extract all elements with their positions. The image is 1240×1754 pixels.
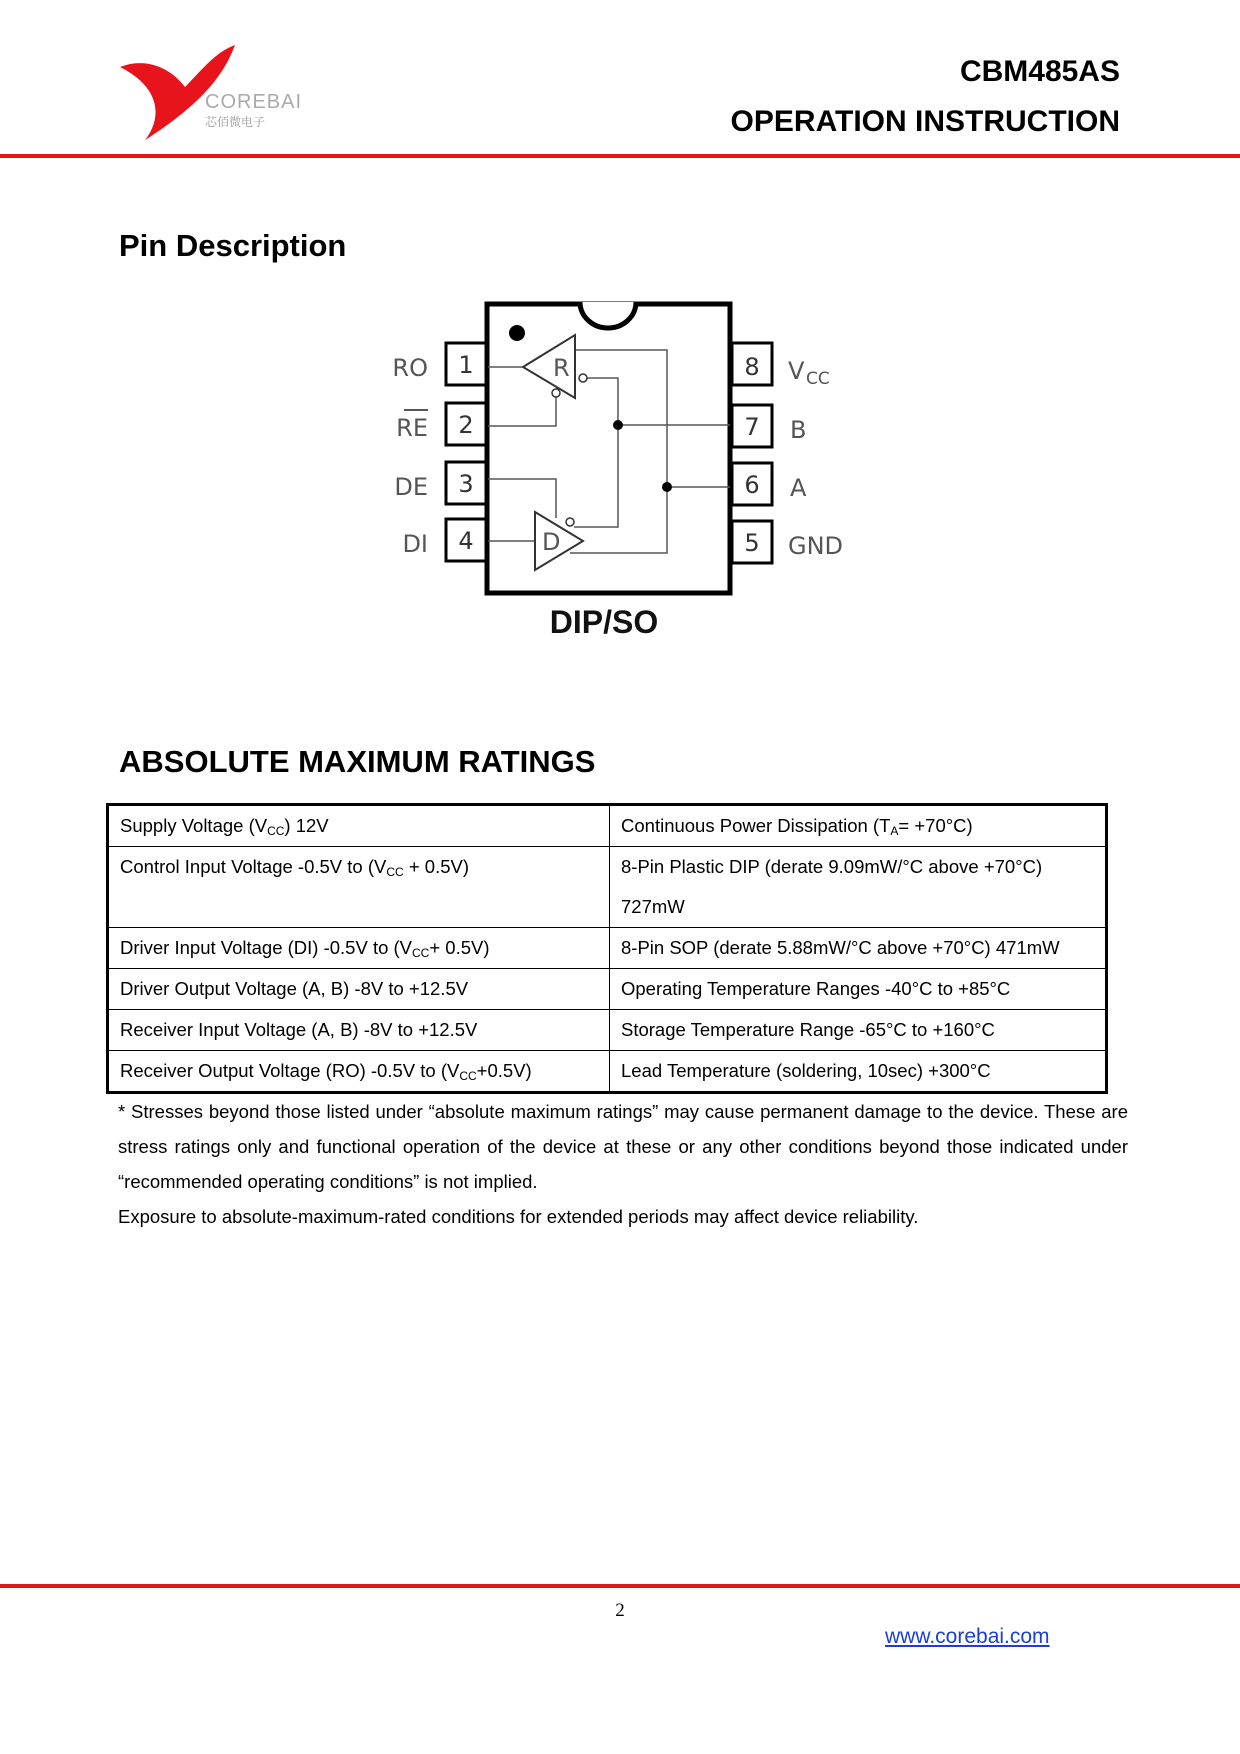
footer-divider [0, 1584, 1240, 1588]
table-cell: Control Input Voltage -0.5V to $(V_{CC} + 0.5V)$ [108, 847, 610, 928]
ratings-heading: ABSOLUTE MAXIMUM RATINGS [119, 744, 596, 779]
pin-name: V [788, 357, 805, 385]
pin-name: DE [394, 473, 428, 501]
table-row [108, 928, 1107, 969]
pin-name-subscript: CC [806, 369, 830, 389]
pin-name: B [790, 416, 807, 444]
table-row [108, 969, 1107, 1010]
pin-name: A [790, 474, 807, 502]
stress-note: * Stresses beyond those listed under “absolute maximum ratings” may cause permanent damage to the device. These are stress ratings only and functional operation of the device at these or any other conditions beyond those indicated under “recommended operating conditions” is not implied. [118, 1101, 1128, 1192]
table-cell: Supply Voltage $(V_{CC})$ 12V [108, 805, 610, 847]
bird-logo-icon [115, 42, 315, 142]
pin-name: GND [788, 532, 844, 560]
table-cell: Driver Output Voltage (A, B) -8V to +12.5V [108, 969, 610, 1010]
junction-dot [613, 420, 623, 430]
pin-number: 2 [458, 411, 474, 439]
pin-name: DI [402, 530, 428, 558]
ratings-footnote [118, 1094, 1128, 1234]
reliability-note: Exposure to absolute-maximum-rated conditions for extended periods may affect device reliability. [118, 1206, 919, 1227]
pin1-marker [509, 325, 525, 341]
page-number: 2 [615, 1600, 625, 1621]
table-row [108, 847, 1107, 928]
pin-name: RE [396, 414, 428, 442]
table-cell: Driver Input Voltage (DI) -0.5V to $(V_{CC}+ 0.5V)$ [108, 928, 610, 969]
pin-name: RO [392, 354, 428, 382]
company-logo [115, 42, 315, 142]
package-label: DIP/SO [549, 604, 659, 640]
svg-text:D: D [542, 528, 561, 556]
svg-text:R: R [553, 354, 570, 382]
pin-number: 7 [744, 413, 760, 441]
website-link[interactable]: www.corebai.com [885, 1625, 1050, 1648]
table-cell: Operating Temperature Ranges -40°C to +85°C [610, 969, 1107, 1010]
svg-text:COREBAI: COREBAI [205, 91, 303, 113]
table-cell: Receiver Output Voltage (RO) -0.5V to $(V_{CC}+0.5V)$ [108, 1051, 610, 1093]
table-cell: Continuous Power Dissipation $(T_A= +70^\circ C)$ [610, 805, 1107, 847]
table-row [108, 1051, 1107, 1093]
pin-number: 3 [458, 470, 474, 498]
part-number: CBM485AS [959, 55, 1120, 88]
table-cell: 8-Pin SOP (derate 5.88mW/°C above +70°C) 471mW [610, 928, 1107, 969]
pin-description-heading: Pin Description [119, 228, 347, 263]
pin-number: 1 [458, 351, 474, 379]
document-title: OPERATION INSTRUCTION [730, 105, 1120, 138]
chip-body [487, 302, 730, 593]
pinout-diagram [380, 290, 860, 650]
pin-number: 6 [744, 471, 760, 499]
pin-number: 4 [458, 527, 474, 555]
table-cell: 8-Pin Plastic DIP (derate 9.09mW/°C above +70°C) 727mW [610, 847, 1107, 928]
junction-dot [662, 482, 672, 492]
pin-number: 8 [744, 353, 760, 381]
svg-text:芯佰微电子: 芯佰微电子 [205, 115, 266, 129]
table-row [108, 1010, 1107, 1051]
table-cell: Lead Temperature (soldering, 10sec) +300°C [610, 1051, 1107, 1093]
ratings-table [106, 803, 1108, 1094]
table-row [108, 805, 1107, 847]
pin-number: 5 [744, 529, 760, 557]
table-cell: Receiver Input Voltage (A, B) -8V to +12.5V [108, 1010, 610, 1051]
header-divider [0, 154, 1240, 158]
table-cell: Storage Temperature Range -65°C to +160°C [610, 1010, 1107, 1051]
